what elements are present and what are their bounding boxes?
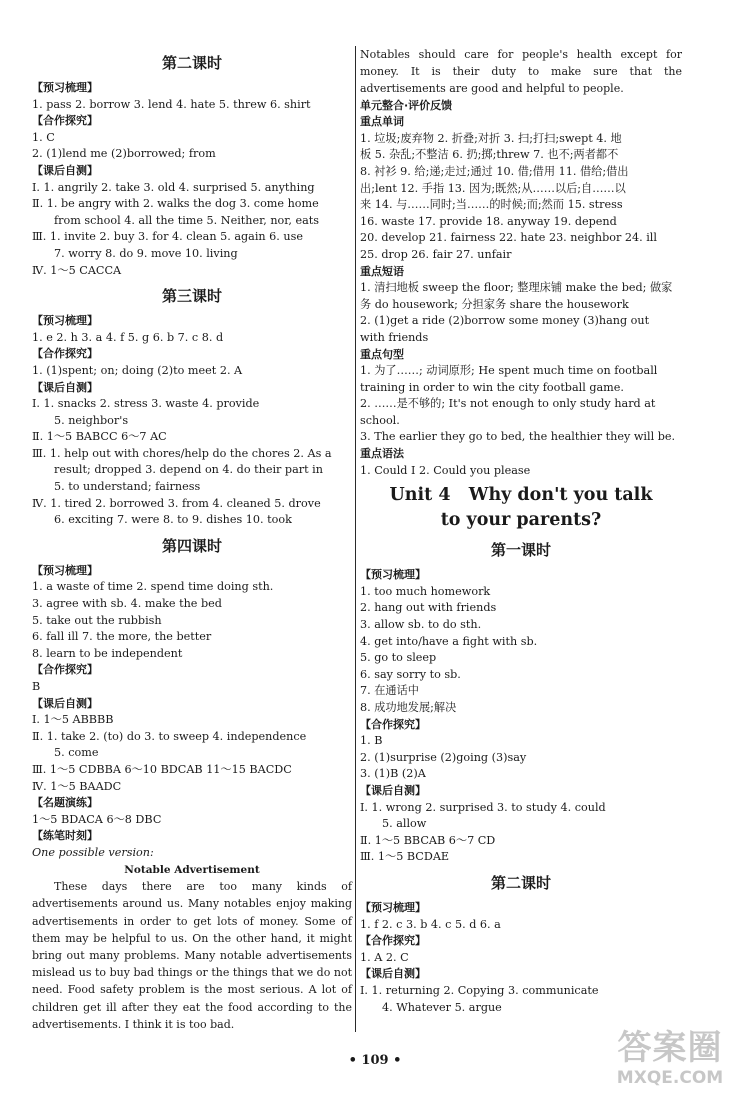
answer-line: with friends (360, 330, 429, 344)
answer-line: 2. (1)surprise (2)going (3)say (360, 750, 527, 764)
essay-title: Notable Advertisement (124, 863, 260, 876)
answer-line: 5. neighbor's (54, 413, 129, 427)
key-sentences-head: 重点句型 (360, 347, 404, 361)
answer-line: 2. ……是不够的; It's not enough to only study hard at (360, 397, 656, 411)
answer-line: 1. f 2. c 3. b 4. c 5. d 6. a (360, 917, 501, 931)
answer-line: 1. A 2. C (360, 950, 409, 964)
section-head-preview: 【预习梳理】 (360, 568, 426, 582)
section-head-test: 【课后自测】 (360, 967, 426, 981)
answer-line: Ⅲ. 1. invite 2. buy 3. for 4. clean 5. again 6. use (32, 230, 303, 244)
answer-line: 1. e 2. h 3. a 4. f 5. g 6. b 7. c 8. d (32, 330, 224, 344)
answer-line: 板 5. 杂乱;不整洁 6. 扔;掷;threw 7. 也不;两者都不 (360, 148, 619, 162)
answer-line: 3. agree with sb. 4. make the bed (32, 597, 222, 611)
essay-paragraph: These days there are too many kinds of advertisements around us. Many notables enjoy making advertisements in order to get lots of money. Some of them may be helpful to us. On the other hand, it might bring out many problems. Many notable advertisements mislead us to buy bad things or the things that we do not need. Food safety problem is the most serious. A lot of children get ill after they eat the food according to the advertisements. I think it is too bad. (32, 880, 352, 1031)
answer-line: 16. waste 17. provide 18. anyway 19. depend (360, 214, 617, 228)
answer-line: 25. drop 26. fair 27. unfair (360, 247, 512, 261)
section-head-coop: 【合作探究】 (32, 114, 98, 128)
section-head-coop: 【合作探究】 (360, 717, 426, 731)
answer-line: 来 14. 与……同时;当……的时候;而;然而 15. stress (360, 198, 623, 212)
answer-line: 7. 在通话中 (360, 684, 419, 698)
answer-line: 务 do housework; 分担家务 share the housework (360, 297, 629, 311)
page-number: • 109 • (348, 1053, 402, 1068)
section-head-preview: 【预习梳理】 (360, 900, 426, 914)
section-head-writing: 【练笔时刻】 (32, 829, 98, 843)
lesson-title: 第四课时 (161, 536, 222, 555)
answer-line: Ⅲ. 1. help out with chores/help do the chores 2. As a (32, 446, 332, 460)
left-column (32, 46, 352, 1033)
answer-line: 5. come (54, 746, 99, 760)
right-column (360, 46, 682, 1016)
answer-line: 1. B (360, 734, 383, 748)
answer-line: Ⅰ. 1. wrong 2. surprised 3. to study 4. could (360, 800, 606, 814)
answer-line: Ⅳ. 1～5 CACCA (32, 263, 122, 277)
section-head-preview: 【预习梳理】 (32, 314, 98, 328)
answer-line: 2. (1)lend me (2)borrowed; from (32, 147, 216, 161)
answer-line: Ⅲ. 1～5 CDBBA 6～10 BDCAB 11～15 BACDC (32, 762, 292, 776)
unit-title (360, 483, 682, 533)
watermark-logo (600, 1028, 740, 1100)
lesson-title: 第一课时 (490, 541, 551, 560)
answer-line: 1～5 BDACA 6～8 DBC (32, 812, 162, 826)
answer-line: Ⅱ. 1. be angry with 2. walks the dog 3. come home (32, 197, 319, 211)
answer-line: 1. Could I 2. Could you please (360, 463, 531, 477)
answer-line: 1. 垃圾;废弃物 2. 折叠;对折 3. 扫;打扫;swept 4. 地 (360, 131, 622, 145)
section-head-test: 【课后自测】 (32, 163, 98, 177)
section-head-test: 【课后自测】 (32, 696, 98, 710)
unit-review-head: 单元整合·评价反馈 (360, 98, 453, 112)
answer-line: 2. (1)get a ride (2)borrow some money (3)hang out (360, 314, 650, 328)
answer-line: 6. fall ill 7. the more, the better (32, 630, 212, 644)
watermark-logo-text: 答案圈 (617, 1028, 723, 1068)
answer-line: from school 4. all the time 5. Neither, nor, eats (54, 213, 320, 227)
answer-line: Ⅱ. 1～5 BABCC 6～7 AC (32, 430, 167, 444)
unit-title-line1: Unit 4 Why don't you talk (389, 485, 653, 506)
section-head-coop: 【合作探究】 (360, 934, 426, 948)
answer-line: 8. 成功地发展;解决 (360, 701, 457, 715)
answer-line: training in order to win the city football game. (360, 380, 624, 394)
answer-line: 2. hang out with friends (360, 601, 497, 615)
section-head-test: 【课后自测】 (360, 783, 426, 797)
answer-line: result; dropped 3. depend on 4. do their part in (54, 463, 323, 477)
answer-line: Ⅳ. 1～5 BAADC (32, 779, 122, 793)
answer-line: 1. a waste of time 2. spend time doing sth. (32, 580, 274, 594)
lesson-title: 第三课时 (161, 287, 222, 306)
section-head-preview: 【预习梳理】 (32, 563, 98, 577)
version-label: One possible version: (32, 845, 154, 859)
key-phrases-head: 重点短语 (360, 264, 404, 278)
essay-paragraph-continued: Notables should care for people's health except for money. It is their duty to make sure that the advertisements are good and helpful to people. (360, 48, 682, 96)
answer-line: 4. get into/have a fight with sb. (360, 634, 538, 648)
column-divider (355, 46, 356, 1032)
lesson-title: 第二课时 (161, 54, 222, 72)
answer-line: 3. allow sb. to do sth. (360, 618, 482, 632)
answer-line: 3. The earlier they go to bed, the healthier they will be. (360, 430, 676, 444)
answer-line: 1. 为了……; 动词原形; He spent much time on football (360, 364, 658, 378)
section-head-exam: 【名题演练】 (32, 796, 98, 810)
answer-line: 1. C (32, 130, 55, 144)
answer-line: Ⅰ. 1. angrily 2. take 3. old 4. surprised 5. anything (32, 180, 315, 194)
section-head-coop: 【合作探究】 (32, 347, 98, 361)
answer-line: 5. go to sleep (360, 651, 437, 665)
answer-line: 5. to understand; fairness (54, 480, 201, 494)
answer-line: 20. develop 21. fairness 22. hate 23. neighbor 24. ill (360, 231, 657, 245)
answer-line: 出;lent 12. 手指 13. 因为;既然;从……以后;自……以 (360, 181, 626, 195)
key-grammar-head: 重点语法 (360, 447, 404, 461)
unit-title-line2: to your parents? (440, 510, 602, 531)
answer-line: Ⅳ. 1. tired 2. borrowed 3. from 4. cleaned 5. drove (32, 496, 321, 510)
answer-line: 1. 清扫地板 sweep the floor; 整理床铺 make the bed; 做家 (360, 281, 673, 295)
answer-line: 6. say sorry to sb. (360, 667, 461, 681)
answer-line: 5. take out the rubbish (32, 613, 162, 627)
answer-line: 1. pass 2. borrow 3. lend 4. hate 5. threw 6. shirt (32, 97, 311, 111)
key-words-head: 重点单词 (360, 115, 404, 129)
answer-line: Ⅲ. 1～5 BCDAE (360, 850, 450, 864)
answer-line: 8. 衬衫 9. 给;递;走过;通过 10. 借;借用 11. 借给;借出 (360, 164, 629, 178)
lesson-title: 第二课时 (490, 873, 551, 892)
answer-line: 1. too much homework (360, 584, 491, 598)
answer-line: 1. (1)spent; on; doing (2)to meet 2. A (32, 363, 243, 377)
answer-line: 4. Whatever 5. argue (382, 1000, 502, 1014)
answer-line: school. (360, 413, 400, 427)
answer-line: Ⅰ. 1. snacks 2. stress 3. waste 4. provide (32, 397, 260, 411)
watermark-url: MXQE.COM (616, 1068, 724, 1088)
section-head-test: 【课后自测】 (32, 380, 98, 394)
answer-line: 8. learn to be independent (32, 646, 183, 660)
answer-line: Ⅱ. 1～5 BBCAB 6～7 CD (360, 833, 496, 847)
answer-line: Ⅱ. 1. take 2. (to) do 3. to sweep 4. independence (32, 729, 307, 743)
answer-line: 5. allow (382, 817, 427, 831)
answer-line: 3. (1)B (2)A (360, 767, 426, 781)
answer-line: B (32, 680, 41, 693)
answer-line: 7. worry 8. do 9. move 10. living (54, 246, 238, 260)
answer-line: Ⅰ. 1. returning 2. Copying 3. communicate (360, 983, 599, 997)
section-head-preview: 【预习梳理】 (32, 81, 98, 94)
section-head-coop: 【合作探究】 (32, 663, 98, 677)
answer-line: Ⅰ. 1～5 ABBBB (32, 713, 114, 727)
answer-line: 6. exciting 7. were 8. to 9. dishes 10. took (54, 513, 292, 527)
